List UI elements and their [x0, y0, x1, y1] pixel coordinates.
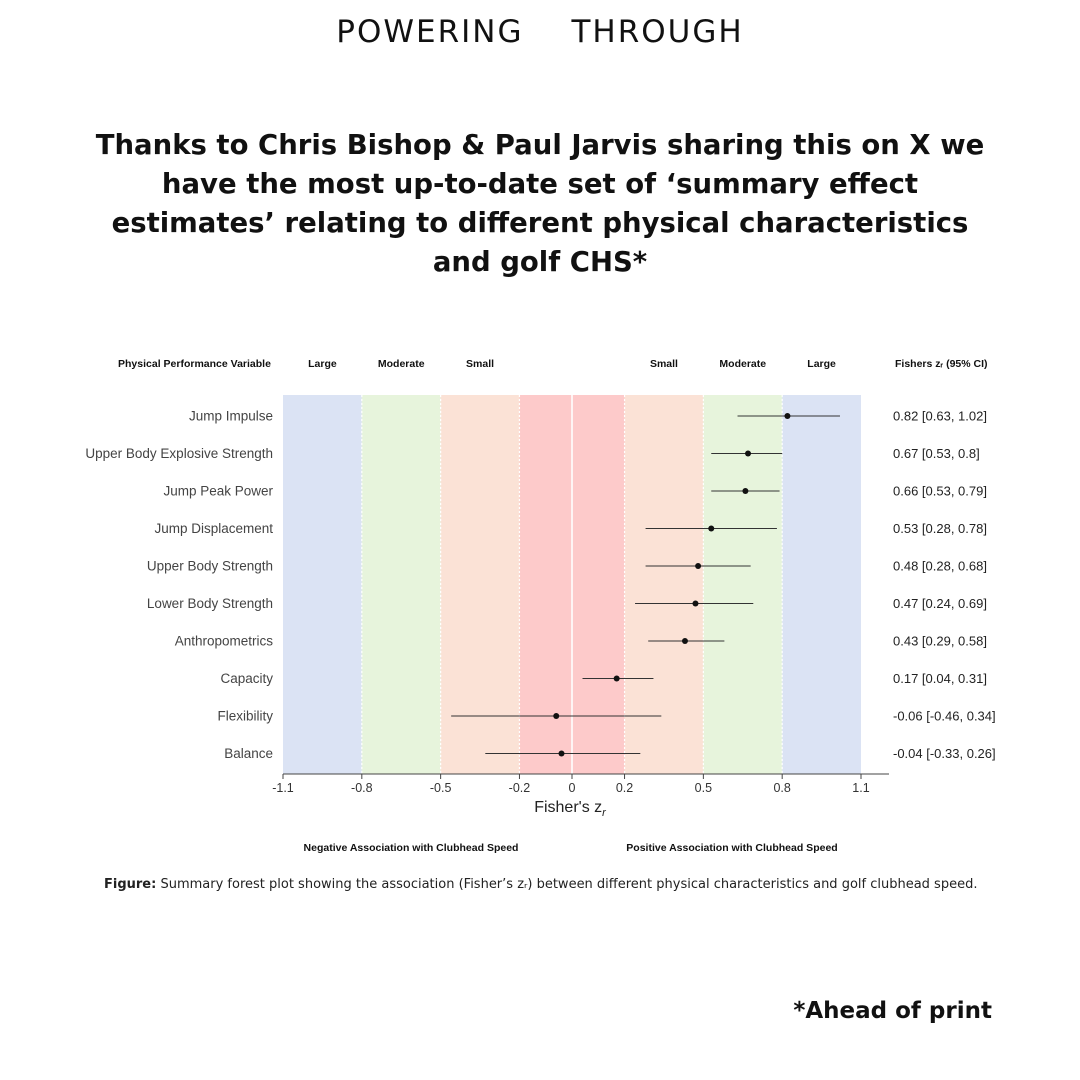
x-tick-label-5: 0.2 [615, 781, 634, 795]
band-label-5: Moderate [719, 358, 767, 370]
ci-text-1: 0.67 [0.53, 0.8] [893, 446, 980, 461]
estimate-point-7 [614, 676, 620, 682]
brand-word-powering: POWERING [336, 14, 524, 50]
row-label-2: Jump Peak Power [163, 483, 273, 499]
x-tick-label-7: 0.8 [773, 781, 791, 795]
estimate-point-0 [784, 413, 790, 419]
x-tick-label-0: -1.1 [272, 781, 294, 795]
row-label-1: Upper Body Explosive Strength [85, 446, 273, 461]
band-label-6: Large [807, 358, 836, 370]
band-label-4: Small [649, 358, 678, 370]
ci-text-2: 0.66 [0.53, 0.79] [893, 483, 987, 499]
estimate-point-8 [553, 713, 559, 719]
x-tick-label-1: -0.8 [351, 781, 373, 795]
x-tick-label-2: -0.5 [429, 781, 452, 795]
ci-text-9: -0.04 [-0.33, 0.26] [893, 746, 996, 761]
row-label-4: Upper Body Strength [146, 558, 273, 574]
headline: Thanks to Chris Bishop & Paul Jarvis sharing this on X we have the most up-to-date set of ‘summary effect estimates’ relating to different physical characteristics and golf CHS* [95, 129, 985, 278]
band-label-1: Moderate [377, 358, 425, 370]
row-label-5: Lower Body Strength [146, 596, 273, 611]
band-2 [441, 395, 520, 774]
ci-text-5: 0.47 [0.24, 0.69] [893, 596, 987, 611]
header-variable: Physical Performance Variable [118, 358, 271, 370]
ci-text-4: 0.48 [0.28, 0.68] [893, 558, 987, 574]
x-tick-label-3: -0.2 [508, 781, 531, 795]
caption-prefix: Figure: [104, 877, 157, 892]
x-tick-label-8: 1.1 [852, 781, 870, 795]
forest-plot [0, 340, 1080, 870]
estimate-point-9 [558, 751, 564, 757]
x-axis-label: Fisher's $z_r$ [534, 799, 606, 819]
band-6 [782, 395, 861, 774]
x-tick-label-6: 0.5 [694, 781, 713, 795]
caption-text: Summary forest plot showing the association (Fisher’s zᵣ) between different physical characteristics and golf clubhead speed. [160, 877, 978, 892]
estimate-point-6 [682, 638, 688, 644]
band-4 [625, 395, 704, 774]
row-label-3: Jump Displacement [154, 521, 273, 536]
ci-text-8: -0.06 [-0.46, 0.34] [893, 708, 996, 724]
estimate-point-1 [745, 451, 751, 457]
band-0 [283, 395, 362, 774]
row-label-7: Capacity [220, 671, 273, 686]
positive-association-note: Positive Association with Clubhead Speed [626, 842, 838, 854]
row-label-9: Balance [224, 746, 273, 761]
estimate-point-2 [742, 488, 748, 494]
figure-caption [104, 877, 1004, 892]
row-label-0: Jump Impulse [188, 408, 273, 424]
negative-association-note: Negative Association with Clubhead Speed [303, 842, 519, 854]
brand-wordmark [0, 14, 1080, 50]
band-label-2: Small [466, 358, 495, 370]
row-label-6: Anthropometrics [174, 633, 273, 649]
x-tick-label-4: 0 [568, 781, 576, 795]
ci-text-7: 0.17 [0.04, 0.31] [893, 671, 987, 686]
estimate-point-5 [692, 601, 698, 607]
x-axis-label-subscript: r [602, 807, 606, 819]
ci-text-6: 0.43 [0.29, 0.58] [893, 633, 987, 649]
band-5 [703, 395, 782, 774]
band-1 [362, 395, 441, 774]
ci-text-3: 0.53 [0.28, 0.78] [893, 521, 987, 536]
header-ci: Fishers zᵣ (95% CI) [895, 358, 988, 370]
brand-word-through: THROUGH [571, 14, 744, 50]
estimate-point-3 [708, 526, 714, 532]
ci-text-0: 0.82 [0.63, 1.02] [893, 408, 987, 424]
row-label-8: Flexibility [217, 708, 273, 724]
estimate-point-4 [695, 563, 701, 569]
footnote: *Ahead of print [793, 998, 992, 1024]
band-label-0: Large [308, 358, 337, 370]
